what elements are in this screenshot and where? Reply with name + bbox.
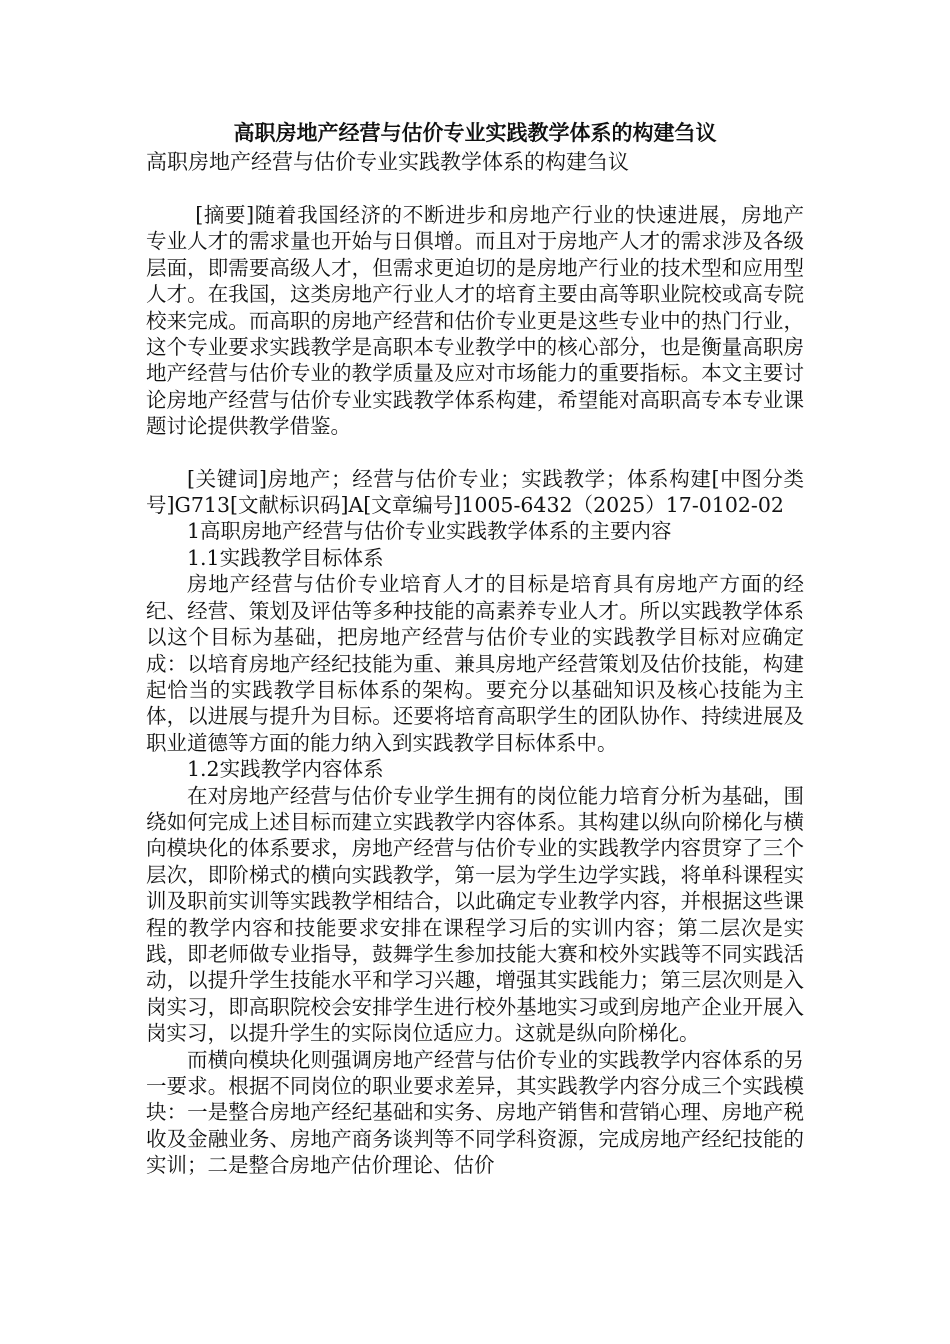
abstract-paragraph: [摘要]随着我国经济的不断进步和房地产行业的快速进展，房地产专业人才的需求量也开始与日俱增。而且对于房地产人才的需求涉及各级层面，即需要高级人才，但需求更迫切的是房地产行业的技术型和应用型人才。在我国，这类房地产行业人才的培育主要由高等职业院校或高专院校来完成。而高职的房地产经营和估价专业更是这些专业中的热门行业，这个专业要求实践教学是高职本专业教学中的核心部分，也是衡量高职房地产经营与估价专业的教学质量及应对市场能力的重要指标。本文主要讨论房地产经营与估价专业实践教学体系构建，希望能对高职高专本专业课题讨论提供教学借鉴。 <box>146 203 804 439</box>
document-title: 高职房地产经营与估价专业实践教学体系的构建刍议 <box>233 120 717 145</box>
body-paragraph: 而横向模块化则强调房地产经营与估价专业的实践教学内容体系的另一要求。根据不同岗位的职业要求差异，其实践教学内容分成三个实践模块：一是整合房地产经纪基础和实务、房地产销售和营销心理、房地产税收及金融业务、房地产商务谈判等不同学科资源，完成房地产经纪技能的实训；二是整合房地产估价理论、估价 <box>146 1047 804 1178</box>
spacer <box>146 440 804 466</box>
subsection-heading: 1.1实践教学目标体系 <box>187 545 384 570</box>
document-subtitle: 高职房地产经营与估价专业实践教学体系的构建刍议 <box>146 150 629 174</box>
spacer <box>146 176 804 202</box>
subsection-heading: 1.2实践教学内容体系 <box>187 757 384 782</box>
body-paragraph: 在对房地产经营与估价专业学生拥有的岗位能力培育分析为基础，围绕如何完成上述目标而建立实践教学内容体系。其构建以纵向阶梯化与横向模块化的体系要求，房地产经营与估价专业的实践教学内容贯穿了三个层次，即阶梯式的横向实践教学，第一层为学生边学实践，将单科课程实训及职前实训等实践教学相结合，以此确定专业教学内容，并根据这些课程的教学内容和技能要求安排在课程学习后的实训内容；第二层次是实践，即老师做专业指导，鼓舞学生参加技能大赛和校外实践等不同实践活动，以提升学生技能水平和学习兴趣，增强其实践能力；第三层次则是入岗实习，即高职院校会安排学生进行校外基地实习或到房地产企业开展入岗实习，以提升学生的实际岗位适应力。这就是纵向阶梯化。 <box>146 783 804 1046</box>
section-heading: 1高职房地产经营与估价专业实践教学体系的主要内容 <box>187 519 672 544</box>
keywords-paragraph: [关键词]房地产；经营与估价专业；实践教学；体系构建[中图分类号]G713[文献标识码]A[文章编号]1005-6432（2025）17-0102-02 <box>146 466 804 518</box>
document-page <box>146 118 804 1179</box>
body-paragraph: 房地产经营与估价专业培育人才的目标是培育具有房地产方面的经纪、经营、策划及评估等多种技能的高素养专业人才。所以实践教学体系以这个目标为基础，把房地产经营与估价专业的实践教学目标对应确定成：以培育房地产经纪技能为重、兼具房地产经营策划及估价技能，构建起恰当的实践教学目标体系的架构。要充分以基础知识及核心技能为主体，以进展与提升为目标。还要将培育高职学生的团队协作、持续进展及职业道德等方面的能力纳入到实践教学目标体系中。 <box>146 572 804 755</box>
